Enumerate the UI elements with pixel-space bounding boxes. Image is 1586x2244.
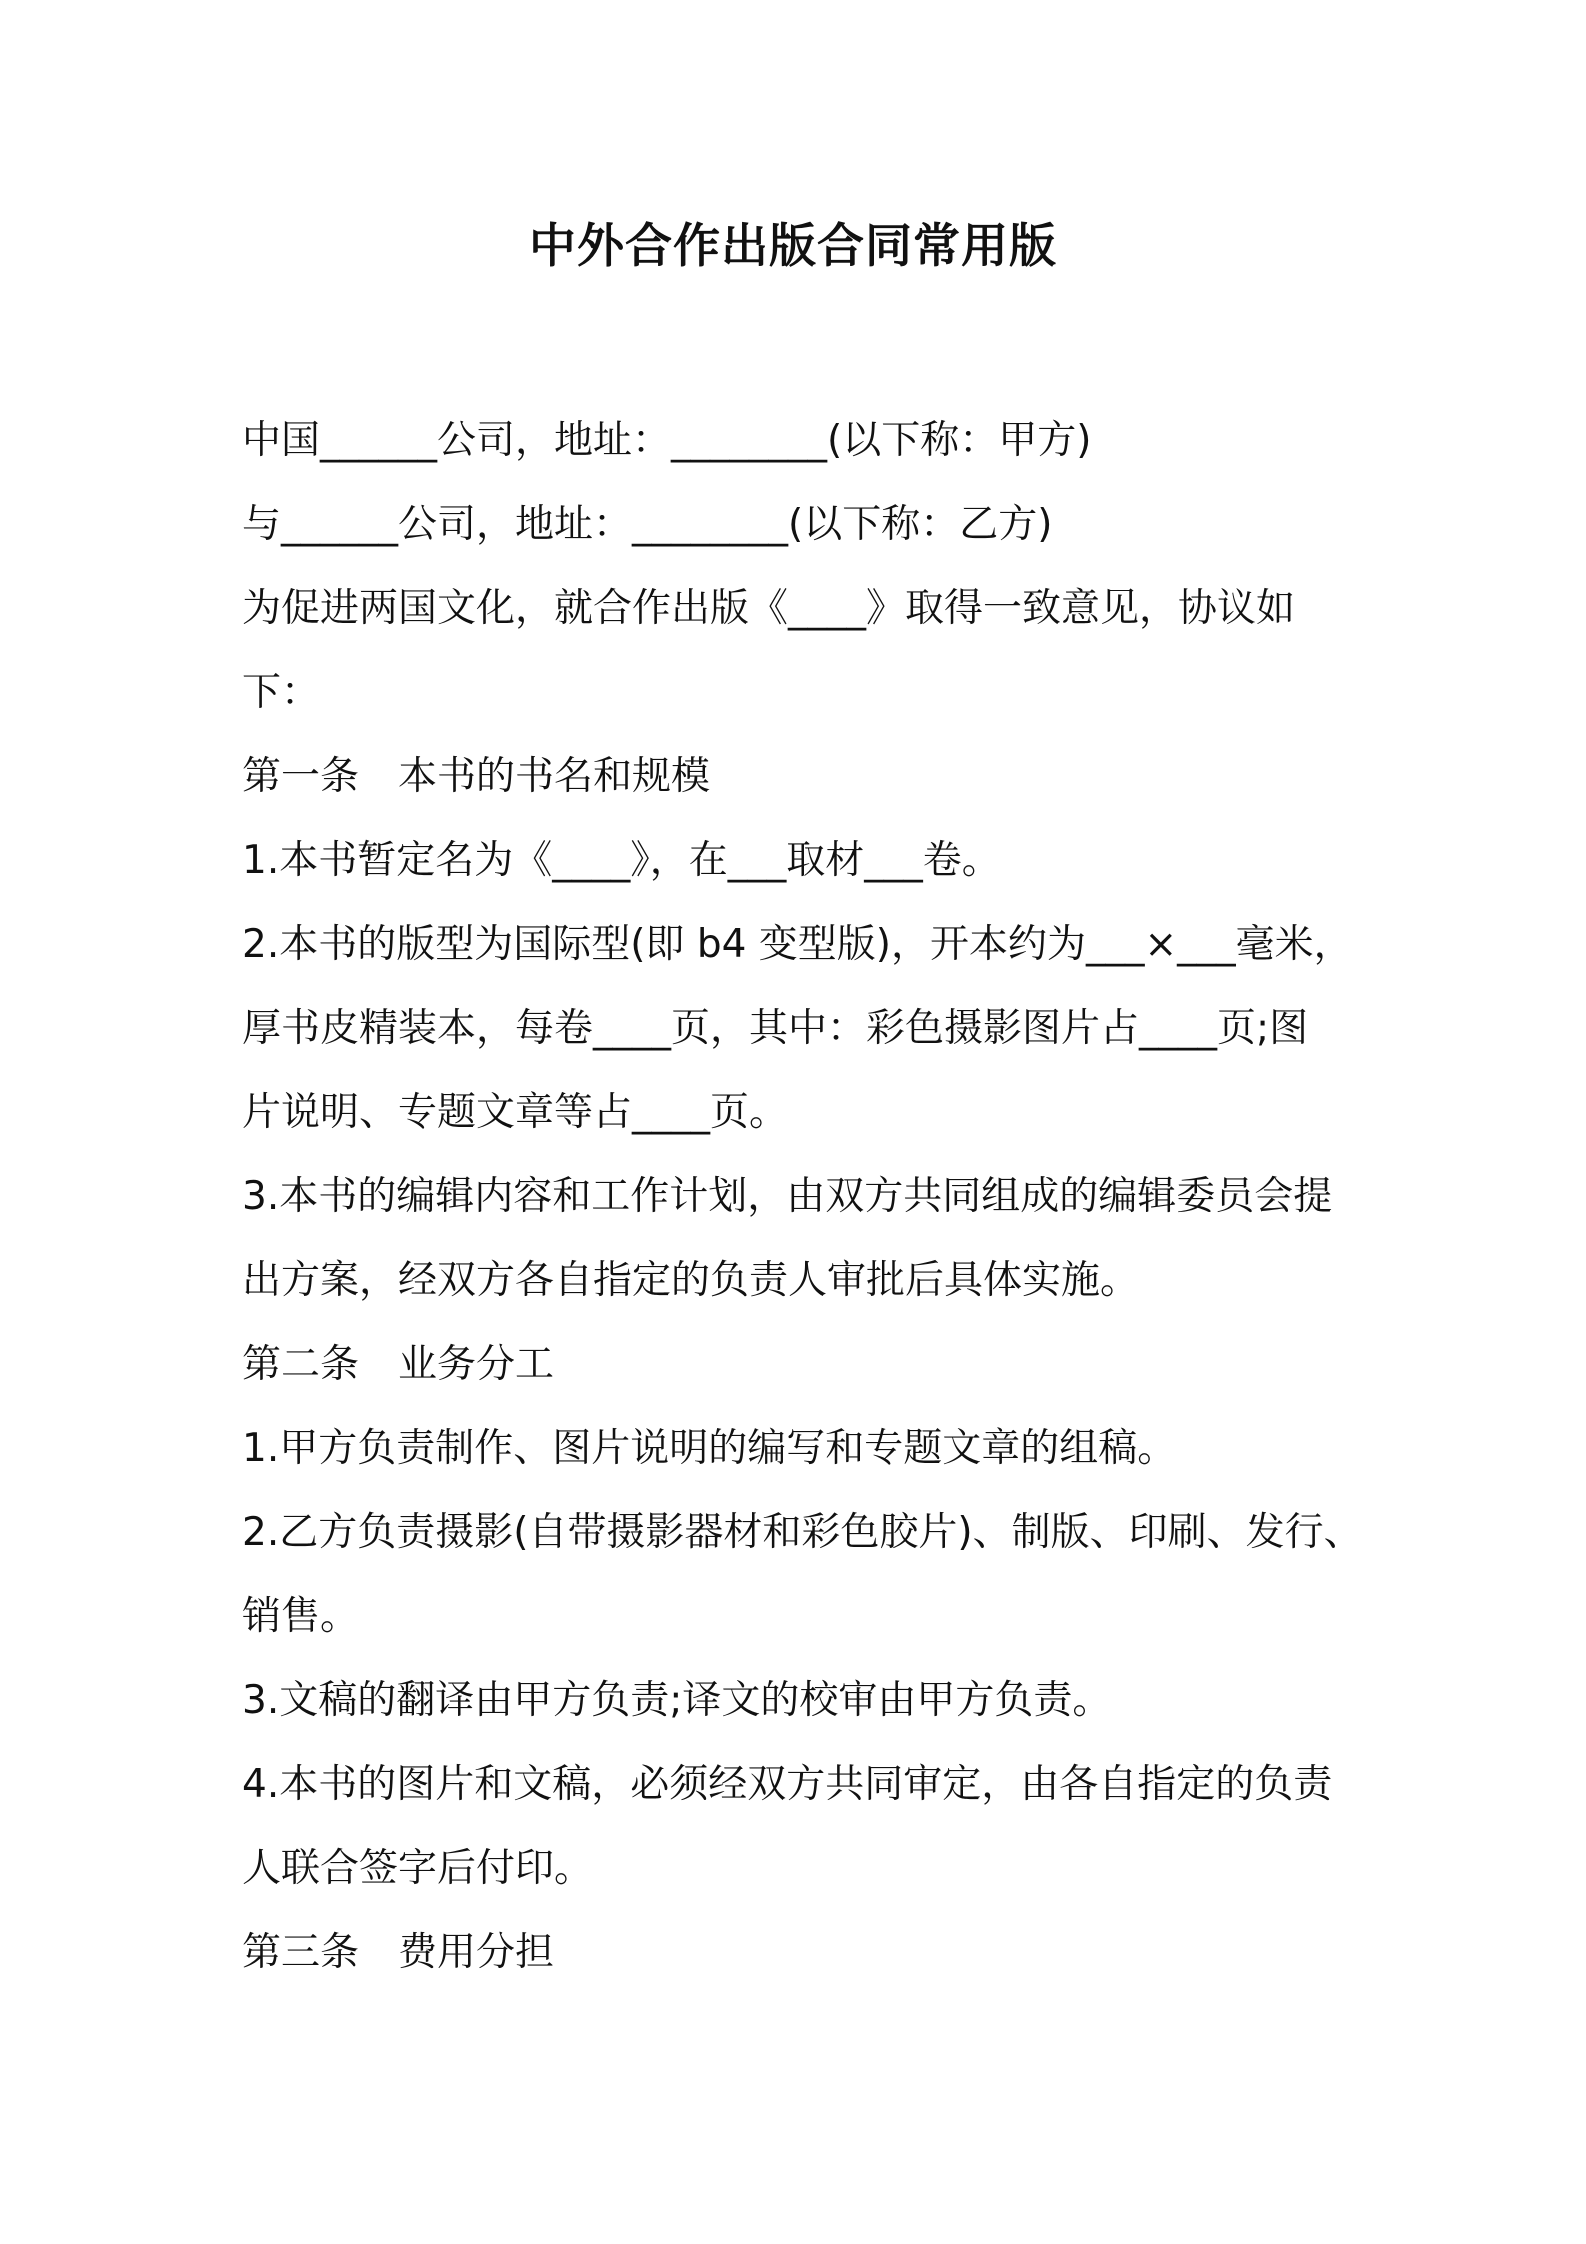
article-2-item-4-line-2: 人联合签字后付印。 <box>242 1846 594 1891</box>
article-2-heading: 第二条 业务分工 <box>242 1342 555 1387</box>
article-1-item-2-line-1: 2.本书的版型为国际型(即 b4 变型版)，开本约为___×___毫米， <box>242 922 1353 967</box>
article-3-heading: 第三条 费用分担 <box>242 1930 555 1975</box>
article-1-item-3-line-2: 出方案，经双方各自指定的负责人审批后具体实施。 <box>242 1258 1140 1303</box>
article-2-item-2-line-1: 2.乙方负责摄影(自带摄影器材和彩色胶片)、制版、印刷、发行、 <box>242 1510 1363 1555</box>
article-1-item-3-line-1: 3.本书的编辑内容和工作计划，由双方共同组成的编辑委员会提 <box>242 1174 1333 1219</box>
document-title: 中外合作出版合同常用版 <box>529 219 1057 274</box>
preamble-line-1: 为促进两国文化，就合作出版《____》取得一致意见，协议如 <box>242 586 1296 631</box>
article-1-item-2-line-3: 片说明、专题文章等占____页。 <box>242 1090 789 1135</box>
article-2-item-1: 1.甲方负责制作、图片说明的编写和专题文章的组稿。 <box>242 1426 1177 1471</box>
article-2-item-3: 3.文稿的翻译由甲方负责;译文的校审由甲方负责。 <box>242 1678 1112 1723</box>
article-1-heading: 第一条 本书的书名和规模 <box>242 754 711 799</box>
article-1-item-2-line-2: 厚书皮精装本，每卷____页，其中：彩色摄影图片占____页;图 <box>242 1006 1309 1051</box>
party-b-line: 与______公司，地址：________(以下称：乙方) <box>242 502 1053 547</box>
article-2-item-4-line-1: 4.本书的图片和文稿，必须经双方共同审定，由各自指定的负责 <box>242 1762 1333 1807</box>
party-a-line: 中国______公司，地址：________(以下称：甲方) <box>242 418 1092 463</box>
article-1-item-1: 1.本书暂定名为《____》，在___取材___卷。 <box>242 838 1001 883</box>
article-2-item-2-line-2: 销售。 <box>242 1594 360 1639</box>
document-body <box>242 399 1382 1995</box>
preamble-line-2: 下： <box>242 670 321 715</box>
